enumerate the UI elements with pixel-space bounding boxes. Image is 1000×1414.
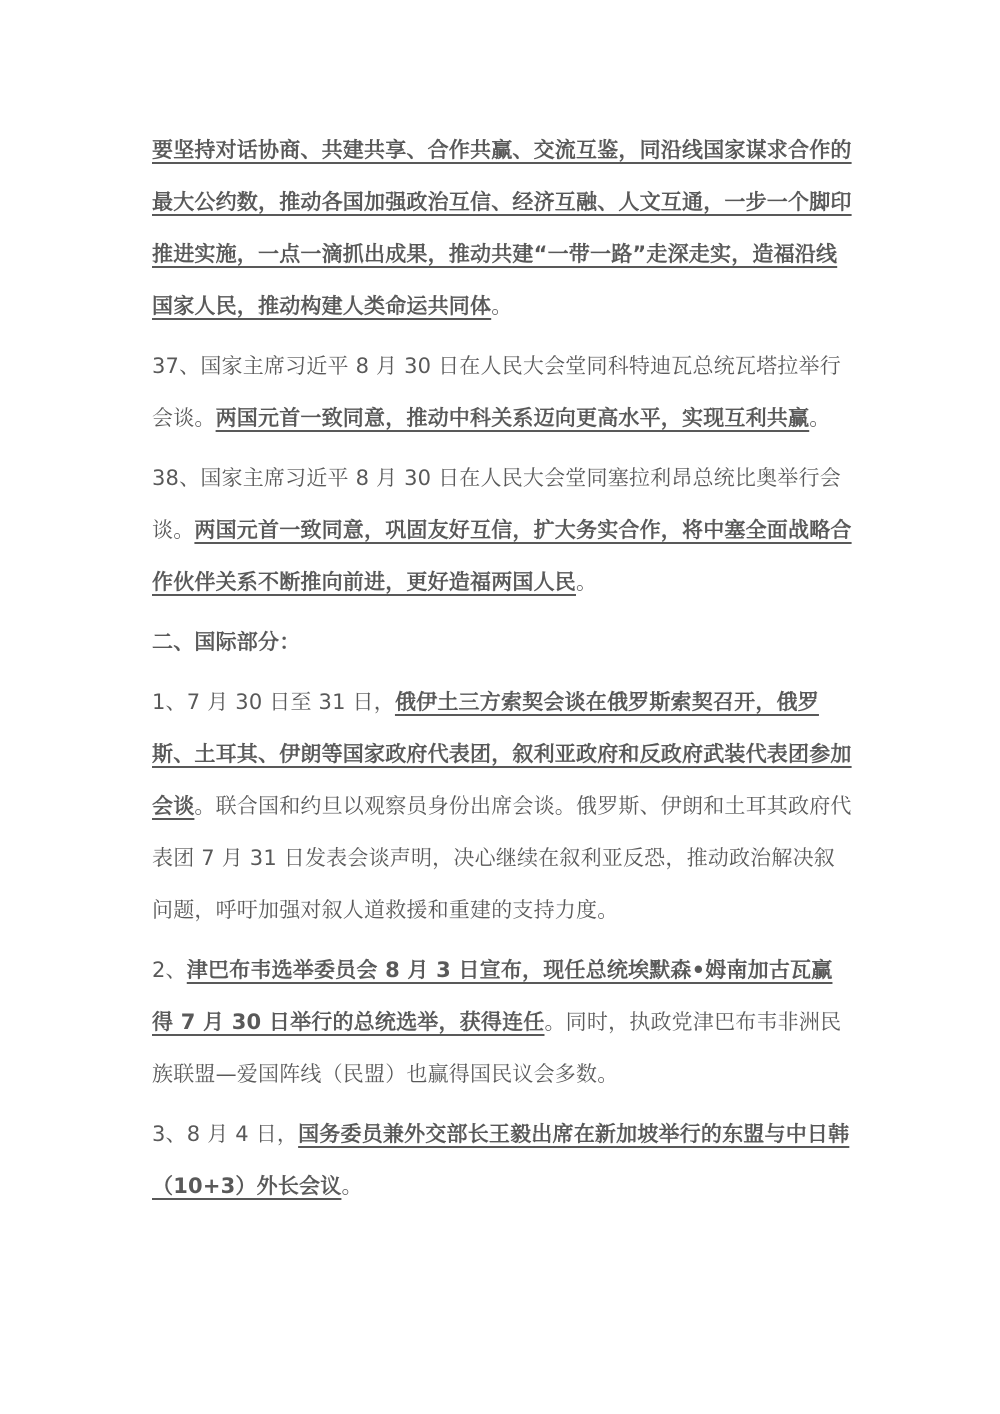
section-heading-international — [152, 616, 852, 668]
emphasis-text: 要坚持对话协商、共建共享、合作共赢、交流互鉴，同沿线国家谋求合作的最大公约数，推动各国加强政治互信、经济互融、人文互通，一步一个脚印推进实施，一点一滴抓出成果，推动共建“一带一路”走深走实，造福沿线国家人民，推动构建人类命运共同体 — [152, 138, 852, 318]
body-text: 。联合国和约旦以观察员身份出席会谈。俄罗斯、伊朗和土耳其政府代表团 7 月 31 日发表会谈声明，决心继续在叙利亚反恐，推动政治解决叙问题，呼吁加强对叙人道救援和重建的支持力度。 — [152, 794, 852, 922]
paragraph-international-2 — [152, 944, 852, 1100]
body-text: 。 — [341, 1174, 363, 1198]
body-text: 1、7 月 30 日至 31 日， — [152, 690, 395, 714]
paragraph-item-37 — [152, 340, 852, 444]
emphasis-text: 俄伊土三方索契会谈在俄罗斯索契召开，俄罗斯、土耳其、伊朗等国家政府代表团，叙利亚政府和反政府武装代表团参加会谈 — [152, 690, 852, 818]
emphasis-text: 两国元首一致同意，推动中科关系迈向更高水平，实现互利共赢 — [215, 406, 810, 430]
body-text: 3、8 月 4 日， — [152, 1122, 299, 1146]
body-text: 37、国家主席习近平 8 月 30 日在人民大会堂同科特迪瓦总统瓦塔拉举行会谈。 — [152, 354, 841, 430]
body-text: 2、 — [152, 958, 187, 982]
body-text: 38、国家主席习近平 8 月 30 日在人民大会堂同塞拉利昂总统比奥举行会谈。 — [152, 466, 841, 542]
emphasis-text: 国务委员兼外交部长王毅出席在新加坡举行的东盟与中日韩（10+3）外长会议 — [152, 1122, 850, 1198]
emphasis-text: 津巴布韦选举委员会 8 月 3 日宣布，现任总统埃默森•姆南加古瓦赢得 7 月 30 日举行的总统选举，获得连任 — [152, 958, 833, 1034]
document-body — [152, 124, 852, 1212]
paragraph-international-3 — [152, 1108, 852, 1212]
section-heading-text: 二、国际部分： — [152, 630, 301, 654]
paragraph-international-1 — [152, 676, 852, 936]
body-text: 。 — [576, 570, 598, 594]
emphasis-text: 两国元首一致同意，巩固友好互信，扩大务实合作，将中塞全面战略合作伙伴关系不断推向前进，更好造福两国人民 — [152, 518, 852, 594]
body-text: 。 — [809, 406, 831, 430]
body-text: 。 — [491, 294, 513, 318]
body-text: 。同时，执政党津巴布韦非洲民族联盟—爱国阵线（民盟）也赢得国民议会多数。 — [152, 1010, 842, 1086]
paragraph-item-38 — [152, 452, 852, 608]
paragraph-belt-and-road — [152, 124, 852, 332]
